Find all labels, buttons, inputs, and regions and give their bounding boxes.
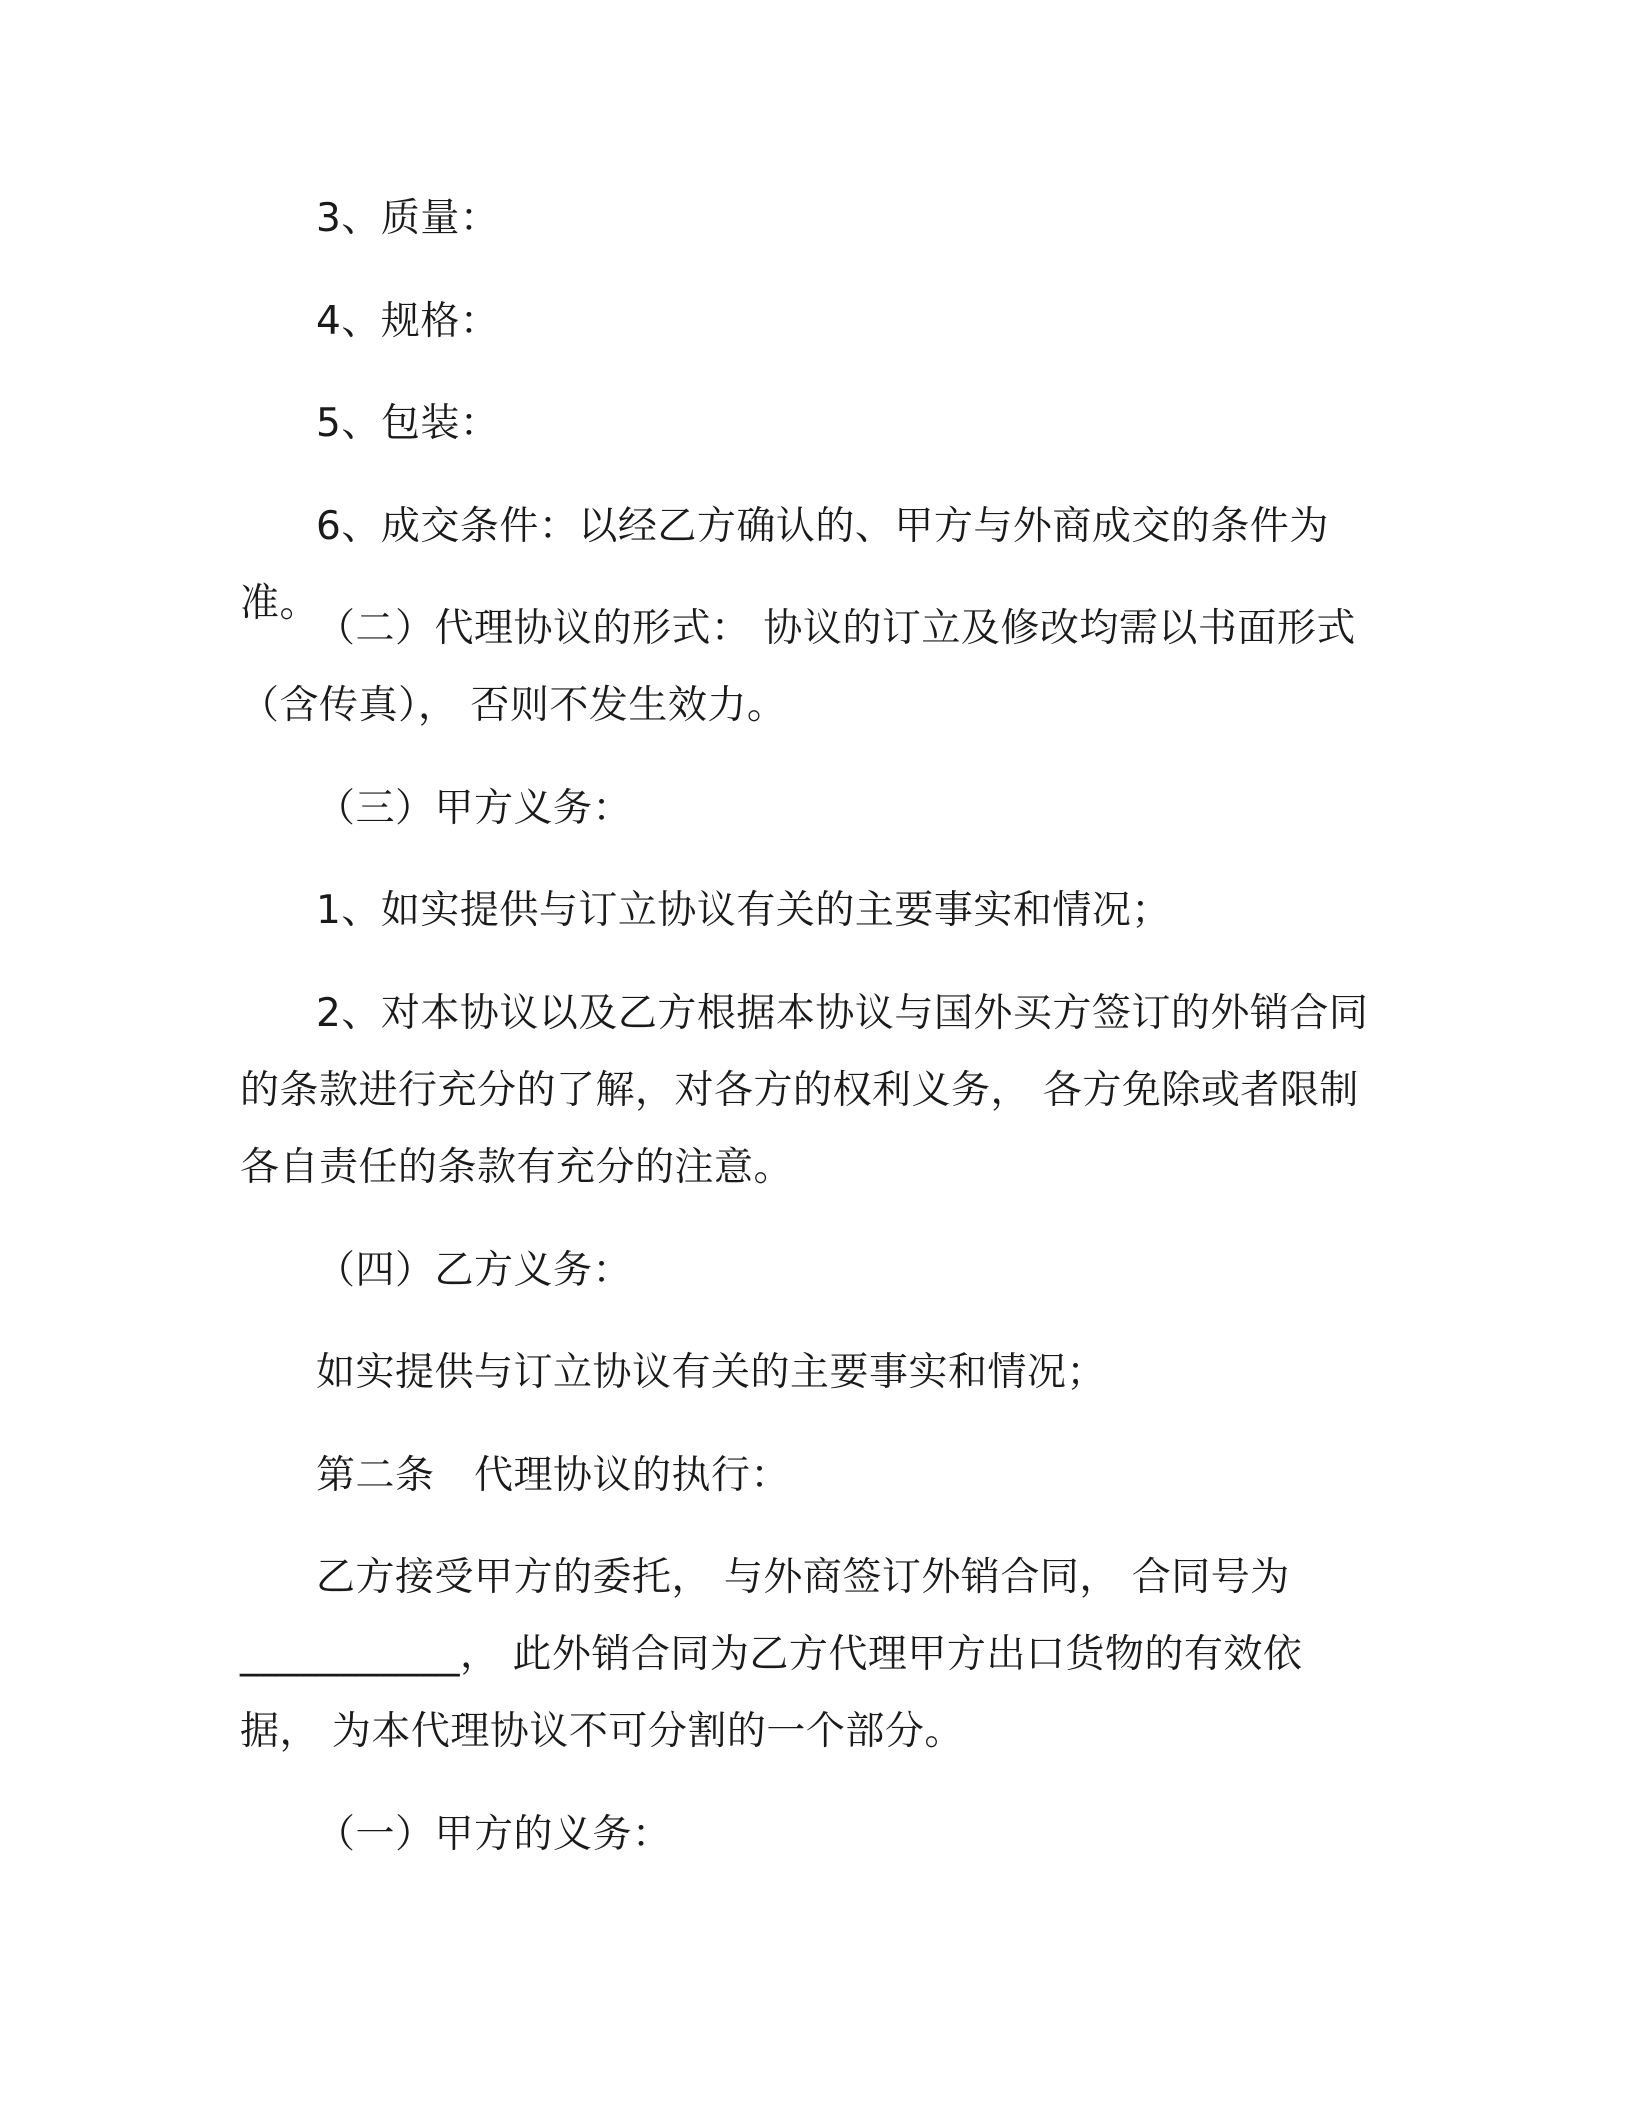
party-a-obligation-2: 2、对本协议以及乙方根据本协议与国外买方签订的外销合同的条款进行充分的了解，对各方的权利义务， 各方免除或者限制各自责任的条款有充分的注意。 — [240, 991, 1369, 1190]
party-b-obligation: 如实提供与订立协议有关的主要事实和情况； — [316, 1350, 1107, 1395]
article-two-body: 乙方接受甲方的委托， 与外商签订外销合同， 合同号为___________， 此外销合同为乙方代理甲方出口货物的有效依据， 为本代理协议不可分割的一个部分。 — [240, 1555, 1303, 1754]
party-a-obligation-1: 1、如实提供与订立协议有关的主要事实和情况； — [316, 888, 1171, 933]
item-packaging: 5、包装： — [316, 401, 500, 446]
article-two-heading: 第二条 代理协议的执行： — [316, 1453, 791, 1498]
item-trade-terms: 6、成交条件：以经乙方确认的、甲方与外商成交的条件为准。 — [240, 504, 1329, 626]
section-party-b-obligations: （四）乙方义务： — [316, 1248, 633, 1293]
item-quality: 3、质量： — [316, 196, 500, 241]
section-agreement-form: （二）代理协议的形式： 协议的订立及修改均需以书面形式（含传真）， 否则不发生效力。 — [240, 606, 1356, 728]
section-party-a-obligations: （三）甲方义务： — [316, 786, 633, 831]
item-specification: 4、规格： — [316, 299, 500, 344]
section-party-a-duties: （一）甲方的义务： — [316, 1812, 672, 1857]
